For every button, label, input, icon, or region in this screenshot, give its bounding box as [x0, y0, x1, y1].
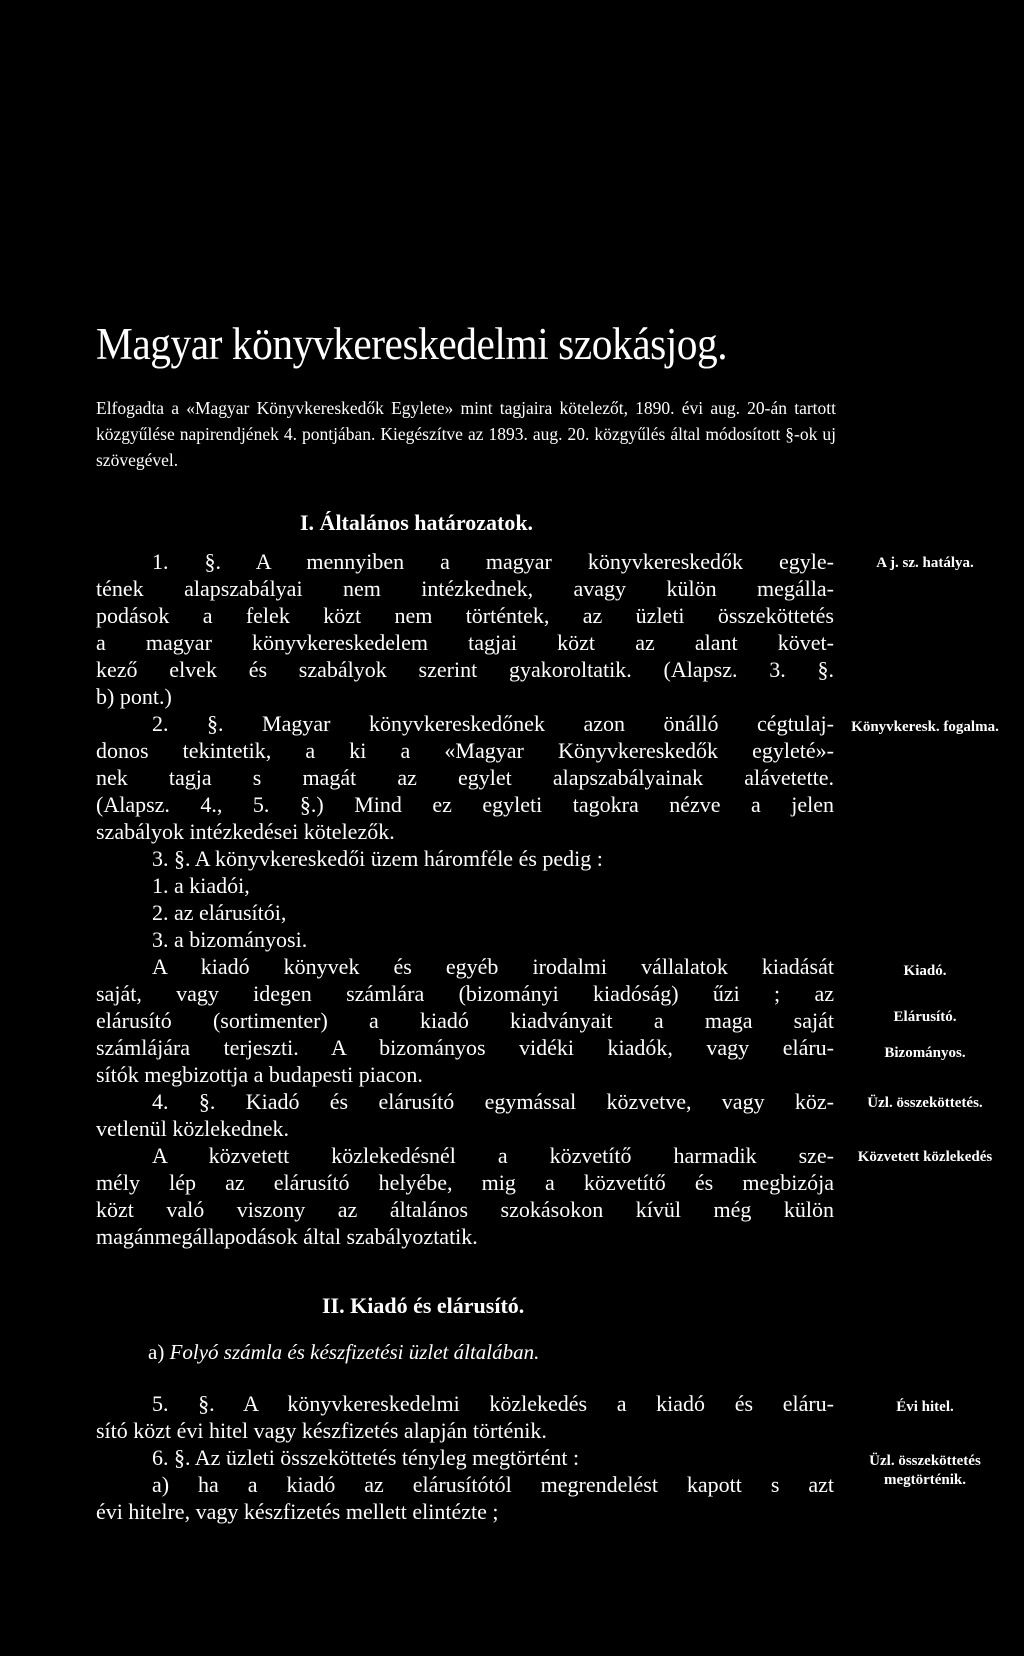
text-line: sító közt évi hitel vagy készfizetés alapján történik. — [96, 1418, 547, 1443]
text-line: b) pont.) — [96, 684, 172, 709]
page-title: Magyar könyvkereskedelmi szokásjog. — [96, 319, 728, 369]
list-item: 3. a bizományosi. — [152, 927, 308, 952]
text-line: a) ha a kiadó az elárusítótól megrendelést kapott s azt — [152, 1472, 834, 1497]
margin-note: Évi hitel. — [896, 1399, 954, 1415]
text-line: 4. §. Kiadó és elárusító egymással közvetve, vagy köz- — [152, 1089, 834, 1114]
text-line: mély lép az elárusító helyébe, mig a közvetítő és megbizója — [96, 1170, 834, 1195]
text-line: 2. §. Magyar könyvkereskedőnek azon önálló cégtulaj- — [152, 711, 834, 736]
list-item: 1. a kiadói, — [152, 873, 250, 898]
text-line: (Alapsz. 4., 5. §.) Mind ez egyleti tagokra nézve a jelen — [96, 792, 834, 817]
text-line: 3. §. A könyvkereskedői üzem háromféle és pedig : — [152, 846, 603, 871]
text-line: nek tagja s magát az egylet alapszabályainak alávetette. — [96, 765, 834, 790]
text-line: tének alapszabályai nem intézkednek, avagy külön megálla- — [96, 576, 834, 601]
section-heading-publisher: II. Kiadó és elárusító. — [322, 1293, 525, 1318]
margin-note: Üzl. összeköttetés megtörténik. — [869, 1453, 981, 1488]
text-line: A kiadó könyvek és egyéb irodalmi vállalatok kiadását — [152, 954, 834, 979]
margin-note: Kiadó. — [903, 963, 947, 979]
text-line: kező elvek és szabályok szerint gyakoroltatik. (Alapsz. 3. §. — [96, 657, 834, 682]
margin-note: Elárusító. — [893, 1009, 957, 1025]
text-line: 1. §. A mennyiben a magyar könyvkereskedők egyle- — [152, 549, 834, 574]
text-line: vetlenül közlekednek. — [96, 1116, 290, 1141]
intro-paragraph: Elfogadta a «Magyar Könyvkereskedők Egylete» mint tagjaira kötelezőt, 1890. évi aug. 20-án tartott közgyűlése napirendjének 4. pontjában. Kiegészítve az 1893. aug. 20. közgyűlés által módosított §-ok uj szövegével. — [96, 398, 836, 470]
text-line: 5. §. A könyvkereskedelmi közlekedés a kiadó és eláru- — [152, 1391, 834, 1416]
text-line: sítók megbizottja a budapesti piacon. — [96, 1062, 423, 1087]
section-heading-general: I. Általános határozatok. — [300, 510, 534, 535]
margin-note: Közvetett közlekedés — [857, 1149, 993, 1165]
subsection-title-text: Folyó számla és készfizetési üzlet általában. — [169, 1340, 540, 1364]
text-line: elárusító (sortimenter) a kiadó kiadványait a maga saját — [96, 1008, 834, 1033]
text-line: podások a felek közt nem történtek, az üzleti összeköttetés — [96, 603, 834, 628]
text-line: A közvetett közlekedésnél a közvetítő harmadik sze- — [152, 1143, 834, 1168]
text-line: magánmegállapodások által szabályoztatik. — [96, 1224, 478, 1249]
margin-note: A j. sz. hatálya. — [876, 555, 974, 571]
text-line: a magyar könyvkereskedelem tagjai közt az alant követ- — [96, 630, 834, 655]
text-line: szabályok intézkedései kötelezők. — [96, 819, 395, 844]
margin-note: Üzl. összeköttetés. — [867, 1095, 983, 1111]
text-line: saját, vagy idegen számlára (bizományi kiadóság) űzi ; az — [96, 981, 834, 1006]
text-line: 6. §. Az üzleti összeköttetés tényleg megtörtént : — [152, 1445, 580, 1470]
margin-note: Könyvkeresk. fogalma. — [851, 719, 999, 735]
text-line: közt való viszony az általános szokásokon kívül még külön — [96, 1197, 834, 1222]
subsection-title — [148, 1340, 539, 1365]
subsection-prefix: a) — [148, 1340, 165, 1364]
text-line: évi hitelre, vagy készfizetés mellett elintézte ; — [96, 1499, 499, 1524]
text-line: számlájára terjeszti. A bizományos vidéki kiadók, vagy eláru- — [96, 1035, 834, 1060]
text-line: donos tekintetik, a ki a «Magyar Könyvkereskedők egyleté»- — [96, 738, 834, 763]
list-item: 2. az elárusítói, — [152, 900, 287, 925]
margin-note: Bizományos. — [884, 1045, 966, 1061]
